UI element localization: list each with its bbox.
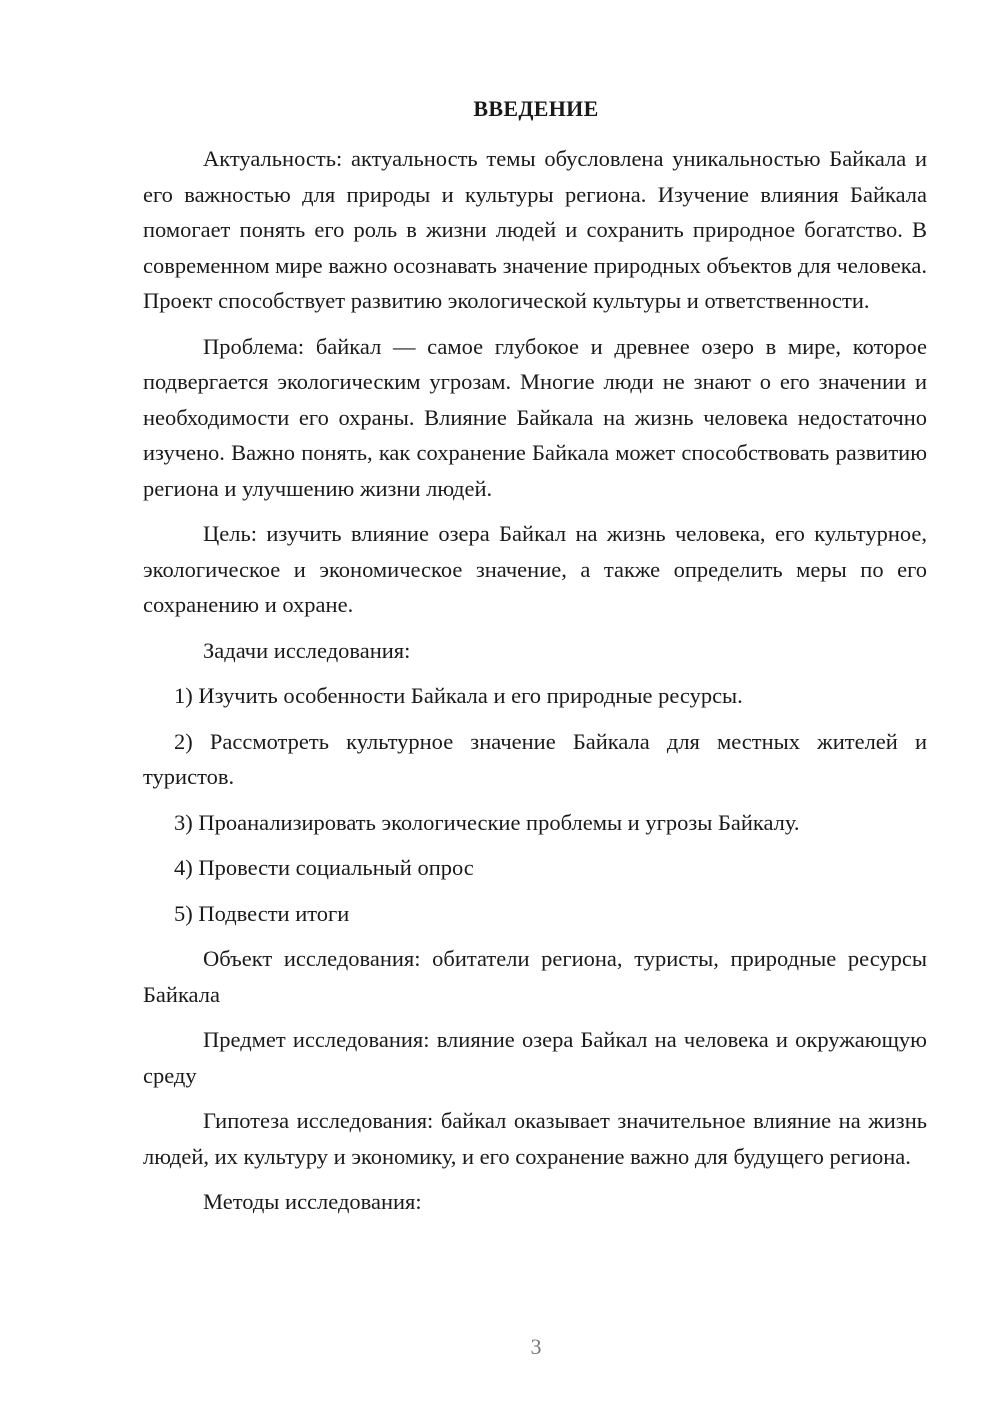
task-item-4: 4) Провести социальный опрос bbox=[174, 855, 474, 880]
task-item-2: 2) Рассмотреть культурное значение Байкала для местных жителей и туристов. bbox=[143, 728, 927, 789]
paragraph-relevance: Актуальность: актуальность темы обусловлена уникальностью Байкала и его важностью для природы и культуры региона. Изучение влияния Байкала помогает понять его роль в жизни людей и сохранить природное богатство. В современном мире важно осознавать значение природных объектов для человека. Проект способствует развитию экологической культуры и ответственности. bbox=[143, 146, 927, 313]
task-item-5: 5) Подвести итоги bbox=[174, 900, 350, 926]
task-item-1: 1) Изучить особенности Байкала и его природные ресурсы. bbox=[174, 683, 743, 708]
paragraph-goal: Цель: изучить влияние озера Байкал на жизнь человека, его культурное, экологическое и экономическое значение, а также определить меры по его сохранению и охране. bbox=[143, 521, 927, 617]
tasks-heading: Задачи исследования: bbox=[203, 637, 411, 663]
paragraph-subject: Предмет исследования: влияние озера Байкал на человека и окружающую среду bbox=[143, 1027, 927, 1088]
paragraph-object: Объект исследования: обитатели региона, туристы, природные ресурсы Байкала bbox=[143, 946, 927, 1007]
paragraph-hypothesis: Гипотеза исследования: байкал оказывает значительное влияние на жизнь людей, их культуру и экономику, и его сохранение важно для будущего региона. bbox=[143, 1108, 927, 1169]
document-body bbox=[143, 141, 927, 1230]
methods-heading: Методы исследования: bbox=[203, 1189, 422, 1214]
paragraph-problem: Проблема: байкал — самое глубокое и древнее озеро в мире, которое подвергается экологическим угрозам. Многие люди не знают о его значении и необходимости его охраны. Влияние Байкала на жизнь человека недостаточно изучено. Важно понять, как сохранение Байкала может способствовать развитию региона и улучшению жизни людей. bbox=[143, 333, 927, 501]
task-item-3: 3) Проанализировать экологические проблемы и угрозы Байкалу. bbox=[174, 809, 800, 835]
page-title: ВВЕДЕНИЕ bbox=[473, 96, 599, 121]
page-number: 3 bbox=[530, 1334, 542, 1359]
